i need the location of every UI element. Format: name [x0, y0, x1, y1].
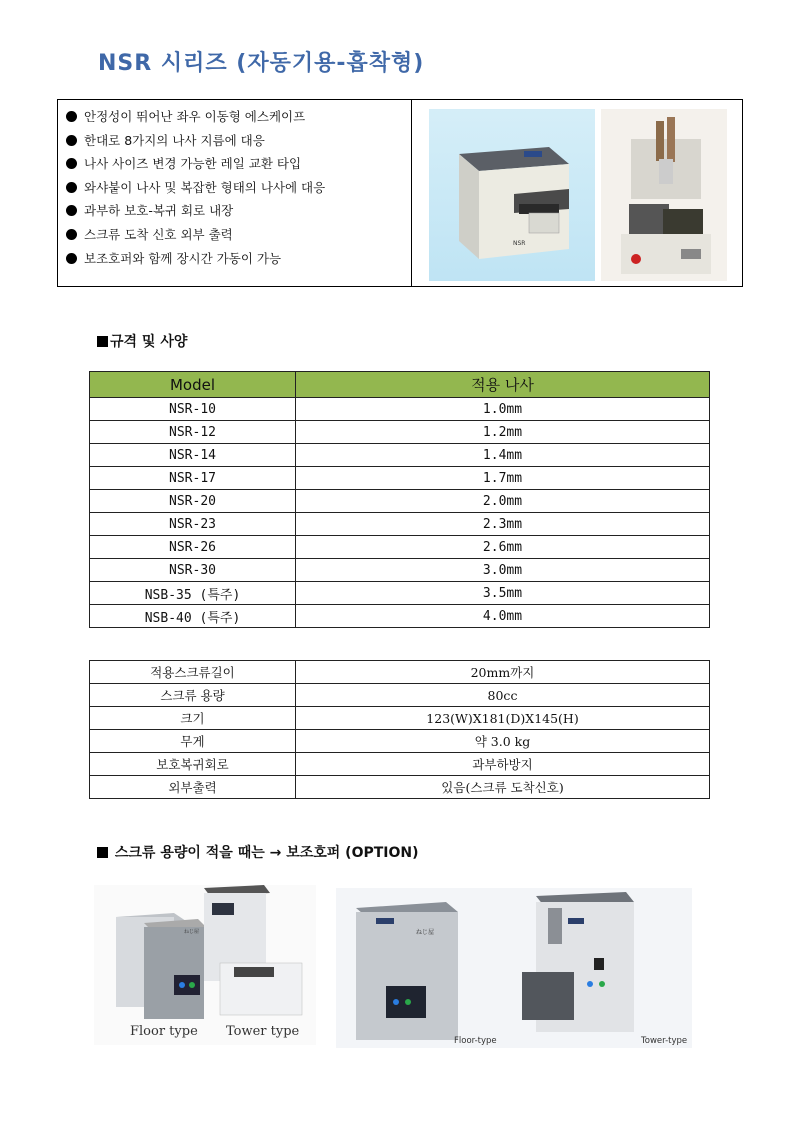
table-cell: NSR-23 — [90, 513, 296, 536]
feature-box — [57, 99, 743, 287]
hopper-photo-left — [94, 885, 316, 1045]
option-heading: 스크류 용량이 적을 때는 → 보조호퍼 (OPTION) — [97, 842, 419, 862]
caption-floor-type-small: Floor-type — [454, 1036, 497, 1046]
table-cell: 외부출력 — [90, 776, 296, 799]
feature-item: 나사 사이즈 변경 가능한 레일 교환 타입 — [66, 152, 325, 176]
table-cell: NSR-17 — [90, 467, 296, 490]
table-cell: 약 3.0 kg — [296, 730, 710, 753]
hopper-photo-right — [336, 888, 692, 1048]
feature-item: 와샤붙이 나사 및 복잡한 형태의 나사에 대응 — [66, 176, 325, 200]
table-cell: 2.6mm — [296, 536, 710, 559]
feature-list — [66, 105, 325, 270]
bullet-icon — [66, 253, 77, 264]
spec-table — [89, 660, 710, 799]
table-row — [90, 559, 710, 582]
feature-item: 한대로 8가지의 나사 지름에 대응 — [66, 129, 325, 153]
table-row — [90, 776, 710, 799]
table-row — [90, 444, 710, 467]
table-cell: 스크류 용량 — [90, 684, 296, 707]
table-cell: 2.0mm — [296, 490, 710, 513]
table-cell: 3.0mm — [296, 559, 710, 582]
table-cell: 적용스크류길이 — [90, 661, 296, 684]
square-bullet-icon — [97, 847, 108, 858]
table-cell: 123(W)X181(D)X145(H) — [296, 707, 710, 730]
table-cell: 보호복귀회로 — [90, 753, 296, 776]
bullet-icon — [66, 158, 77, 169]
table-row — [90, 513, 710, 536]
table-row — [90, 730, 710, 753]
page-title: NSR 시리즈 (자동기용-흡착형) — [98, 51, 425, 76]
table-cell: NSR-10 — [90, 398, 296, 421]
table-cell: NSB-40 (특주) — [90, 605, 296, 628]
table-cell: 3.5mm — [296, 582, 710, 605]
table-cell: 2.3mm — [296, 513, 710, 536]
bullet-icon — [66, 229, 77, 240]
model-table — [89, 371, 710, 628]
robot-cell-photo — [601, 109, 727, 281]
table-cell: NSR-14 — [90, 444, 296, 467]
table-cell: 크기 — [90, 707, 296, 730]
nsr-product-photo — [429, 109, 595, 281]
nsr-feeder-illustration — [429, 109, 595, 281]
table-cell: NSB-35 (특주) — [90, 582, 296, 605]
table-row — [90, 536, 710, 559]
table-header: 적용 나사 — [296, 372, 710, 398]
spec-heading: 규격 및 사양 — [97, 331, 187, 351]
table-cell: 80cc — [296, 684, 710, 707]
table-header-row — [90, 372, 710, 398]
table-row — [90, 582, 710, 605]
table-row — [90, 605, 710, 628]
table-cell: 1.4mm — [296, 444, 710, 467]
nsr-label: NSR — [513, 240, 526, 247]
bullet-icon — [66, 135, 77, 146]
table-cell: 1.0mm — [296, 398, 710, 421]
feature-item: 안정성이 뛰어난 좌우 이동형 에스케이프 — [66, 105, 325, 129]
caption-floor-type: Floor type — [130, 1024, 198, 1039]
table-cell: 무게 — [90, 730, 296, 753]
table-row — [90, 684, 710, 707]
bullet-icon — [66, 111, 77, 122]
table-row — [90, 661, 710, 684]
feature-item: 스크류 도착 신호 외부 출력 — [66, 223, 325, 247]
caption-tower-type-small: Tower-type — [641, 1036, 688, 1046]
table-cell: 4.0mm — [296, 605, 710, 628]
table-cell: 과부하방지 — [296, 753, 710, 776]
column-divider — [411, 100, 412, 286]
table-cell: NSR-26 — [90, 536, 296, 559]
table-cell: 1.7mm — [296, 467, 710, 490]
bullet-icon — [66, 205, 77, 216]
table-row — [90, 398, 710, 421]
table-cell: NSR-12 — [90, 421, 296, 444]
bullet-icon — [66, 182, 77, 193]
table-cell: 있음(스크류 도착신호) — [296, 776, 710, 799]
robot-cell-illustration — [601, 109, 727, 281]
hopper-badge: ねじ屋 — [184, 929, 200, 935]
table-cell: NSR-30 — [90, 559, 296, 582]
table-row — [90, 467, 710, 490]
table-header: Model — [90, 372, 296, 398]
table-cell: 20mm까지 — [296, 661, 710, 684]
feature-item: 보조호퍼와 함께 장시간 가동이 가능 — [66, 247, 325, 271]
caption-tower-type: Tower type — [226, 1024, 300, 1039]
table-row — [90, 707, 710, 730]
hopper-illustration-left — [94, 885, 316, 1045]
hopper-badge: ねじ屋 — [416, 929, 435, 936]
table-cell: 1.2mm — [296, 421, 710, 444]
table-row — [90, 490, 710, 513]
feature-item: 과부하 보호-복귀 회로 내장 — [66, 199, 325, 223]
table-row — [90, 421, 710, 444]
table-row — [90, 753, 710, 776]
table-cell: NSR-20 — [90, 490, 296, 513]
hopper-illustration-right — [336, 888, 692, 1048]
square-bullet-icon — [97, 336, 108, 347]
